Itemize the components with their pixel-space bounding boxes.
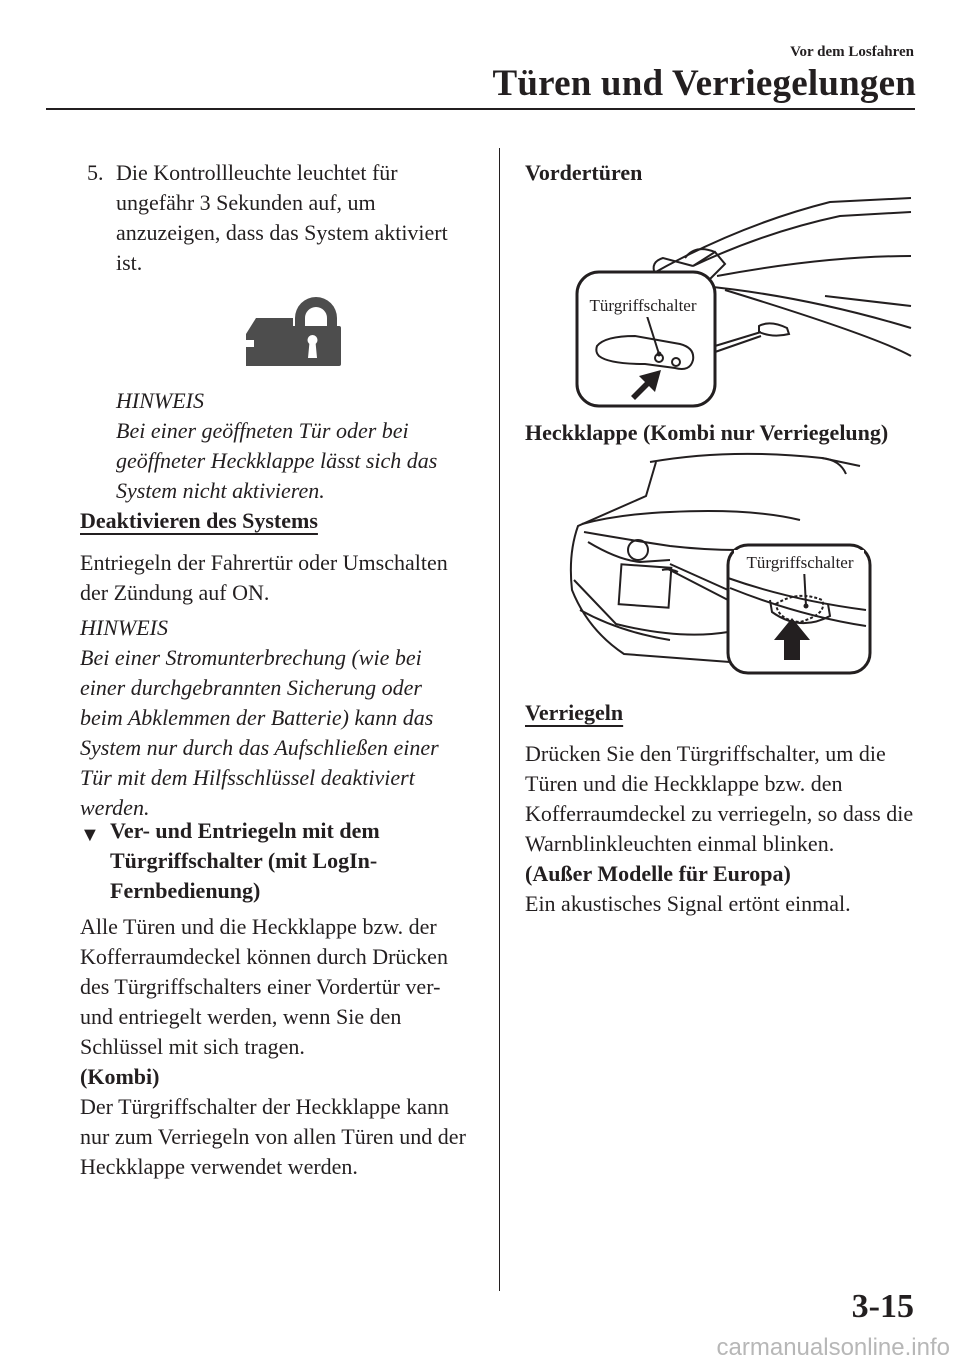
kombi-label: (Kombi) [80,1064,160,1089]
callout-label: Türgriffschalter [746,553,854,572]
lock-description [80,912,475,1182]
step-number: 5. [87,160,104,185]
callout-label: Türgriffschalter [589,296,697,315]
column-divider [499,148,500,1291]
rear-hatch-illustration [560,450,876,680]
page-title: Türen und Verriegelungen [492,63,916,104]
hint-note-1 [116,386,466,506]
section-label: Vor dem Losfahren [790,44,914,60]
front-door-illustration [575,196,917,409]
lock-section-heading: Ver- und Entriegeln mit dem Türgriffschalter (mit LogIn-Fernbedienung) [110,818,380,903]
watermark: carmanualsonline.info [716,1334,950,1361]
triangle-down-icon: ▼ [80,824,100,846]
hint-label: HINWEIS [80,615,168,640]
hint-label: HINWEIS [116,388,204,413]
hint-text: Bei einer Stromunterbrechung (wie bei einer durchgebrannten Sicherung oder beim Abklemmen der Batterie) kann das System nur durch das Aufschließen einer Tür mit dem Hilfsschlüssel deaktiviert werden. [80,645,439,820]
lock-subheading: Verriegeln [525,700,624,725]
security-indicator-icon [243,296,343,368]
header-divider [46,108,915,110]
hint-text: Bei einer geöffneten Tür oder bei geöffneter Heckklappe lässt sich das System nicht aktivieren. [116,418,438,503]
except-label: (Außer Modelle für Europa) [525,861,791,886]
deactivate-heading: Deaktivieren des Systems [80,508,318,533]
paragraph: Ein akustisches Signal ertönt einmal. [525,891,851,916]
step-text: Die Kontrollleuchte leuchtet für ungefähr 3 Sekunden auf, um anzuzeigen, dass das System aktiviert ist. [116,160,448,275]
hint-note-2 [80,613,470,823]
lock-instructions [525,739,915,919]
paragraph: Drücken Sie den Türgriffschalter, um die Türen und die Heckklappe bzw. den Kofferraumdeckel zu verriegeln, so dass die Warnblinkleuchten einmal blinken. [525,741,914,856]
front-doors-heading: Vordertüren [525,160,643,185]
paragraph: Der Türgriffschalter der Heckklappe kann nur zum Verriegeln von allen Türen und der Heckklappe verwendet werden. [80,1094,466,1179]
page-number: 3-15 [851,1288,914,1325]
rear-hatch-heading: Heckklappe (Kombi nur Verriegelung) [525,420,889,445]
deactivate-text: Entriegeln der Fahrertür oder Umschalten der Zündung auf ON. [80,550,448,605]
paragraph: Alle Türen und die Heckklappe bzw. der Kofferraumdeckel können durch Drücken des Türgriffschalters einer Vordertür ver- und entriegelt werden, wenn Sie den Schlüssel mit sich tragen. [80,914,448,1059]
